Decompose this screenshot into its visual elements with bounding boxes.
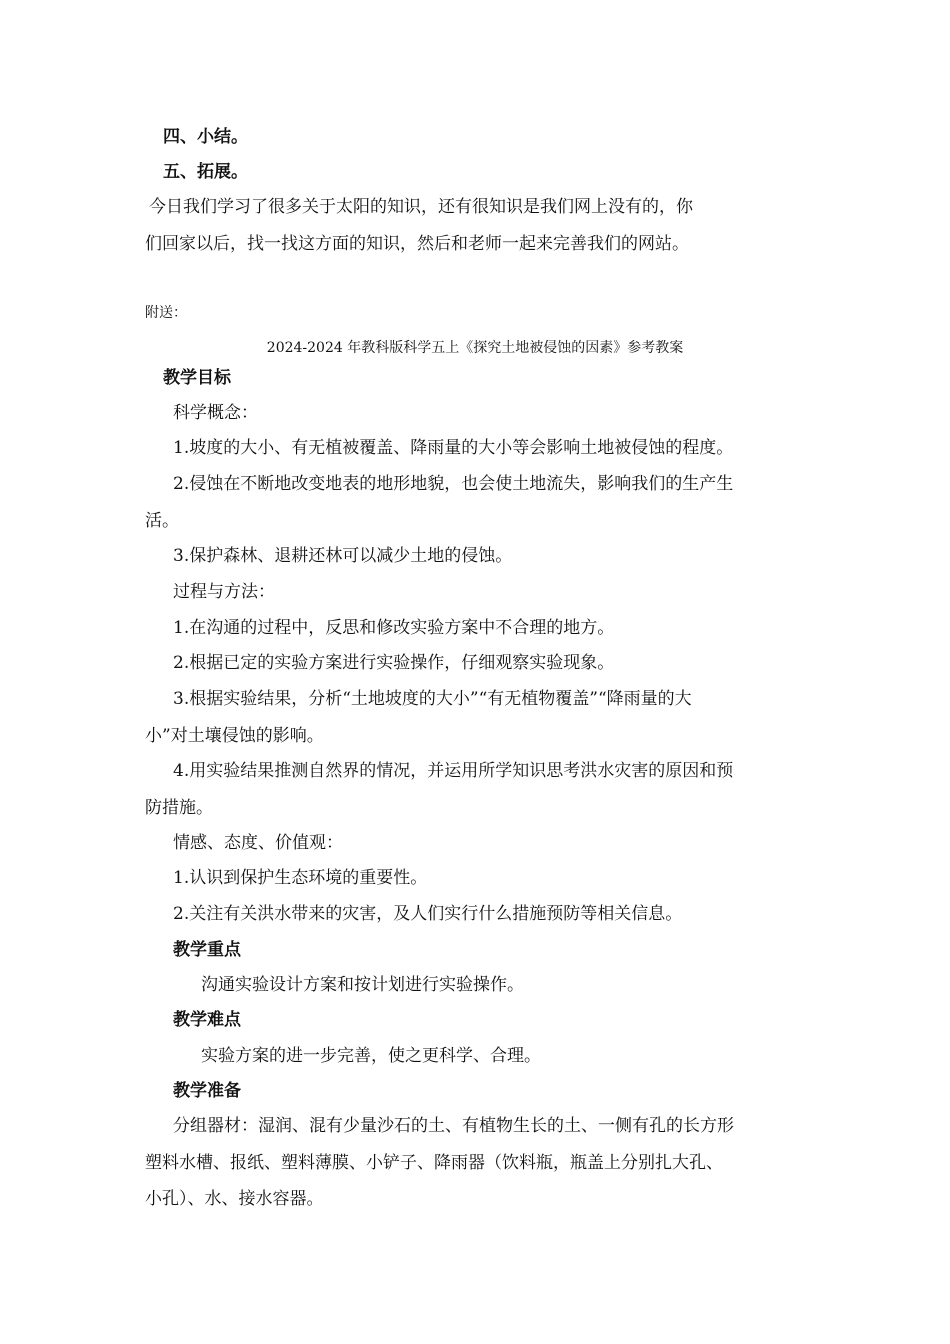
list-item: 1.在沟通的过程中，反思和修改实验方案中不合理的地方。: [173, 618, 615, 638]
heading-difficulty: 教学难点: [173, 1010, 241, 1030]
list-item-continuation: 小”对土壤侵蚀的影响。: [145, 726, 324, 746]
appendix-label: 附送：: [145, 305, 187, 321]
list-item: 3.根据实验结果，分析“土地坡度的大小”“有无植物覆盖”“降雨量的大: [173, 689, 692, 709]
heading-summary: 四、小结。: [163, 127, 248, 147]
preparation-line: 塑料水槽、报纸、塑料薄膜、小铲子、降雨器（饮料瓶，瓶盖上分别扎大孔、: [145, 1153, 723, 1173]
list-item: 4.用实验结果推测自然界的情况，并运用所学知识思考洪水灾害的原因和预: [173, 761, 734, 781]
difficulty-text: 实验方案的进一步完善，使之更科学、合理。: [201, 1046, 541, 1066]
list-item: 3.保护森林、退耕还林可以减少土地的侵蚀。: [173, 546, 513, 566]
heading-extension: 五、拓展。: [163, 162, 248, 182]
subheading-emotion: 情感、态度、价值观：: [173, 833, 343, 853]
list-item: 2.关注有关洪水带来的灾害，及人们实行什么措施预防等相关信息。: [173, 904, 683, 924]
preparation-line: 小孔）、水、接水容器。: [145, 1189, 324, 1209]
list-item: 2.侵蚀在不断地改变地表的地形地貌，也会使土地流失，影响我们的生产生: [173, 474, 734, 494]
subheading-concept: 科学概念：: [173, 403, 258, 423]
list-item: 1.认识到保护生态环境的重要性。: [173, 868, 428, 888]
document-title: 2024-2024 年教科版科学五上《探究土地被侵蚀的因素》参考教案: [266, 340, 684, 356]
heading-keypoint: 教学重点: [173, 940, 241, 960]
list-item: 2.根据已定的实验方案进行实验操作，仔细观察实验现象。: [173, 653, 615, 673]
list-item: 1.坡度的大小、有无植被覆盖、降雨量的大小等会影响土地被侵蚀的程度。: [173, 438, 734, 458]
list-item-continuation: 防措施。: [145, 798, 213, 818]
paragraph-line: 们回家以后，找一找这方面的知识，然后和老师一起来完善我们的网站。: [145, 234, 689, 254]
list-item-continuation: 活。: [145, 511, 179, 531]
heading-objectives: 教学目标: [163, 368, 231, 388]
paragraph-line: 今日我们学习了很多关于太阳的知识，还有很知识是我们网上没有的，你: [149, 197, 693, 217]
keypoint-text: 沟通实验设计方案和按计划进行实验操作。: [201, 975, 524, 995]
subheading-process: 过程与方法：: [173, 582, 275, 602]
heading-preparation: 教学准备: [173, 1081, 241, 1101]
preparation-line: 分组器材：湿润、混有少量沙石的土、有植物生长的土、一侧有孔的长方形: [173, 1116, 734, 1136]
